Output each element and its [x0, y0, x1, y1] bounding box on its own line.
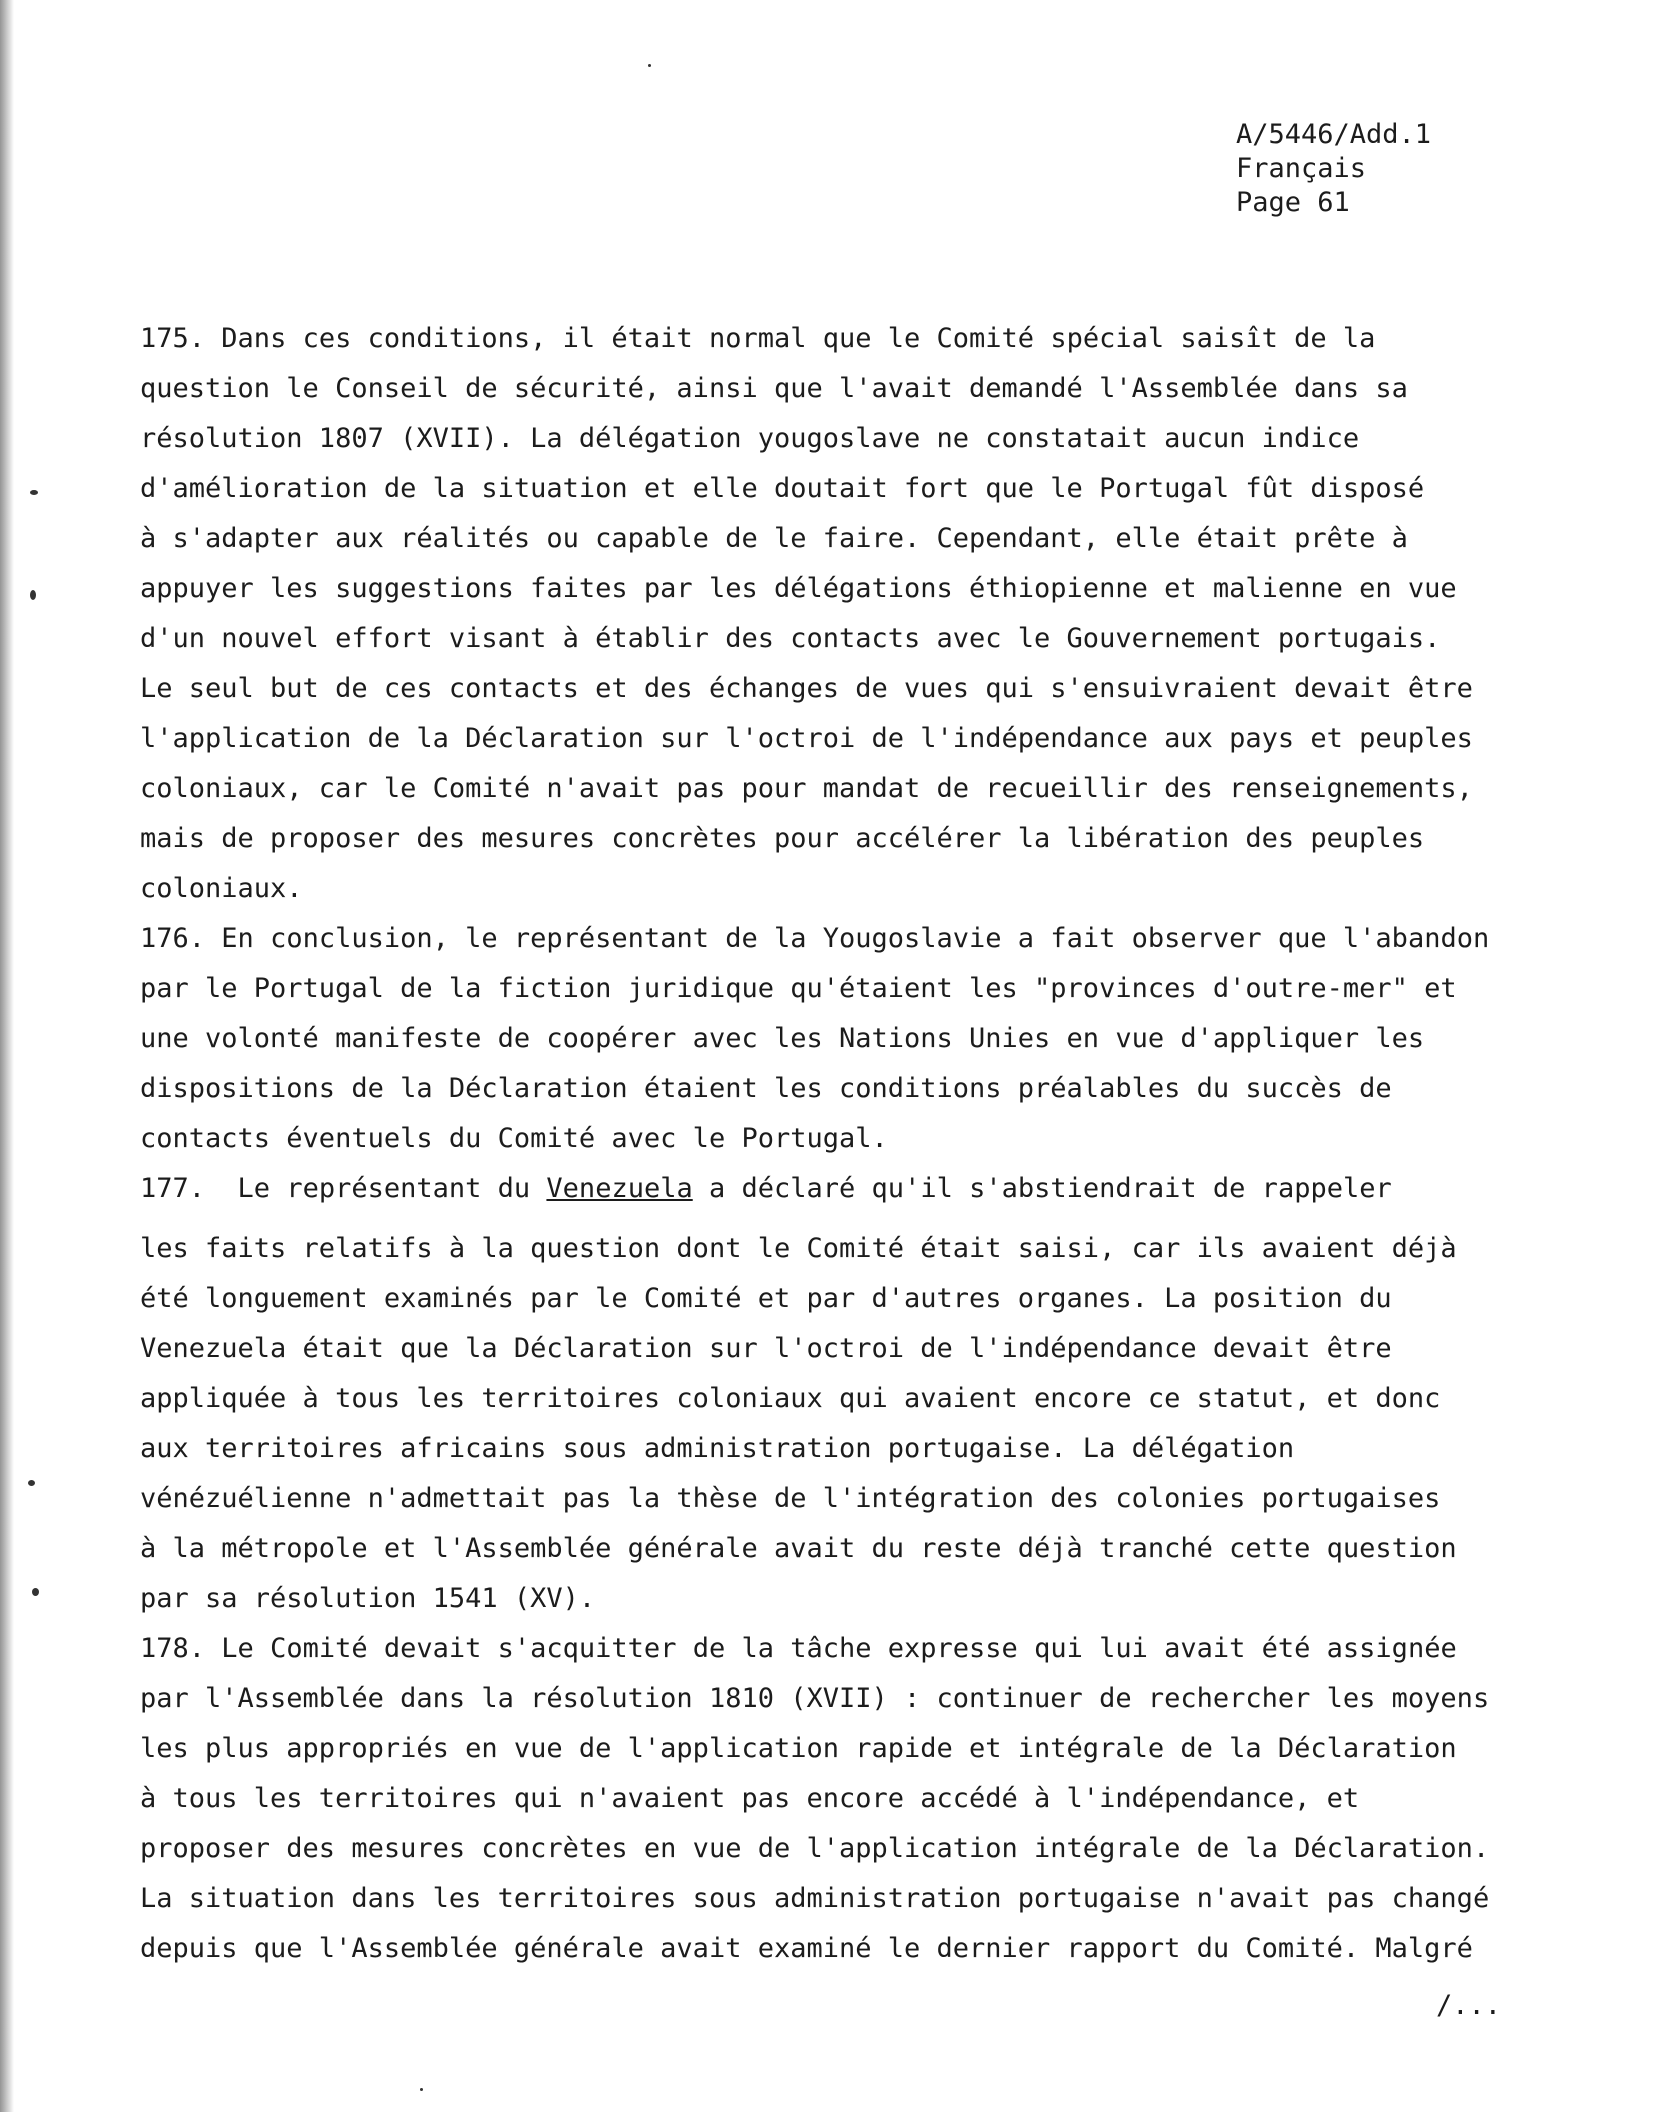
page-number: Page 61 [1236, 187, 1350, 218]
document-symbol: A/5446/Add.1 [1236, 119, 1432, 150]
document-header [1236, 118, 1431, 220]
scan-edge-shadow [0, 0, 14, 2112]
text-line: résolution 1807 (XVII). La délégation yougoslave ne constatait aucun indice [140, 423, 1360, 454]
text-line: coloniaux. [140, 873, 303, 904]
text-line: dispositions de la Déclaration étaient les conditions préalables du succès de [140, 1073, 1392, 1104]
text-line: à s'adapter aux réalités ou capable de le faire. Cependant, elle était prête à [140, 523, 1408, 554]
text-line: à la métropole et l'Assemblée générale avait du reste déjà tranché cette question [140, 1533, 1457, 1564]
paragraph-177 [140, 1164, 1540, 1624]
text-line: à tous les territoires qui n'avaient pas encore accédé à l'indépendance, et [140, 1783, 1360, 1814]
document-language: Français [1236, 153, 1367, 184]
text-line: question le Conseil de sécurité, ainsi que l'avait demandé l'Assemblée dans sa [140, 373, 1408, 404]
text-line: depuis que l'Assemblée générale avait examiné le dernier rapport du Comité. Malgré [140, 1933, 1473, 1964]
scan-speck [32, 1588, 39, 1596]
text-line: appuyer les suggestions faites par les délégations éthiopienne et malienne en vue [140, 573, 1457, 604]
text-line: une volonté manifeste de coopérer avec les Nations Unies en vue d'appliquer les [140, 1023, 1425, 1054]
text-segment: Le représentant du [237, 1173, 531, 1204]
paragraph-number: 176. [140, 923, 206, 954]
text-line: été longuement examinés par le Comité et par d'autres organes. La position du [140, 1283, 1392, 1314]
document-body [140, 314, 1540, 1974]
paragraph-number: 177. [140, 1173, 206, 1204]
text-segment: a déclaré qu'il s'abstiendrait de rappeler [709, 1173, 1392, 1204]
text-line: aux territoires africains sous administration portugaise. La délégation [140, 1433, 1295, 1464]
text-line: La situation dans les territoires sous administration portugaise n'avait pas changé [140, 1883, 1490, 1914]
underlined-country-name: Venezuela [546, 1173, 693, 1204]
text-line: Dans ces conditions, il était normal que le Comité spécial saisît de la [221, 323, 1376, 354]
text-line: proposer des mesures concrètes en vue de l'application intégrale de la Déclaration. [140, 1833, 1490, 1864]
text-line: Le seul but de ces contacts et des échanges de vues qui s'ensuivraient devait être [140, 673, 1473, 704]
scan-speck [648, 64, 651, 67]
paragraph-number: 175. [140, 323, 206, 354]
text-line: vénézuélienne n'admettait pas la thèse de l'intégration des colonies portugaises [140, 1483, 1441, 1514]
text-line: mais de proposer des mesures concrètes pour accélérer la libération des peuples [140, 823, 1425, 854]
text-line: les faits relatifs à la question dont le Comité était saisi, car ils avaient déjà [140, 1233, 1457, 1264]
scan-speck [30, 590, 36, 600]
text-line: d'amélioration de la situation et elle doutait fort que le Portugal fût disposé [140, 473, 1425, 504]
text-line: contacts éventuels du Comité avec le Portugal. [140, 1123, 888, 1154]
text-line: Le Comité devait s'acquitter de la tâche expresse qui lui avait été assignée [221, 1633, 1457, 1664]
text-line: En conclusion, le représentant de la Yougoslavie a fait observer que l'abandon [221, 923, 1490, 954]
text-line: par le Portugal de la fiction juridique qu'étaient les "provinces d'outre-mer" et [140, 973, 1457, 1004]
text-line: les plus appropriés en vue de l'application rapide et intégrale de la Déclaration [140, 1733, 1457, 1764]
continuation-mark: /... [1436, 1990, 1502, 2021]
paragraph-178 [140, 1624, 1540, 1974]
text-line: l'application de la Déclaration sur l'octroi de l'indépendance aux pays et peuples [140, 723, 1473, 754]
paragraph-175 [140, 314, 1540, 914]
scan-speck [420, 2088, 423, 2091]
text-line: par sa résolution 1541 (XV). [140, 1583, 596, 1614]
scan-speck [28, 1480, 35, 1486]
paragraph-number: 178. [140, 1633, 206, 1664]
text-line: Venezuela était que la Déclaration sur l'octroi de l'indépendance devait être [140, 1333, 1392, 1364]
text-line: par l'Assemblée dans la résolution 1810 (XVII) : continuer de rechercher les moyens [140, 1683, 1490, 1714]
scan-speck [30, 490, 38, 495]
paragraph-176 [140, 914, 1540, 1164]
text-line: d'un nouvel effort visant à établir des contacts avec le Gouvernement portugais. [140, 623, 1441, 654]
text-line: appliquée à tous les territoires coloniaux qui avaient encore ce statut, et donc [140, 1383, 1441, 1414]
text-line: coloniaux, car le Comité n'avait pas pour mandat de recueillir des renseignements, [140, 773, 1473, 804]
